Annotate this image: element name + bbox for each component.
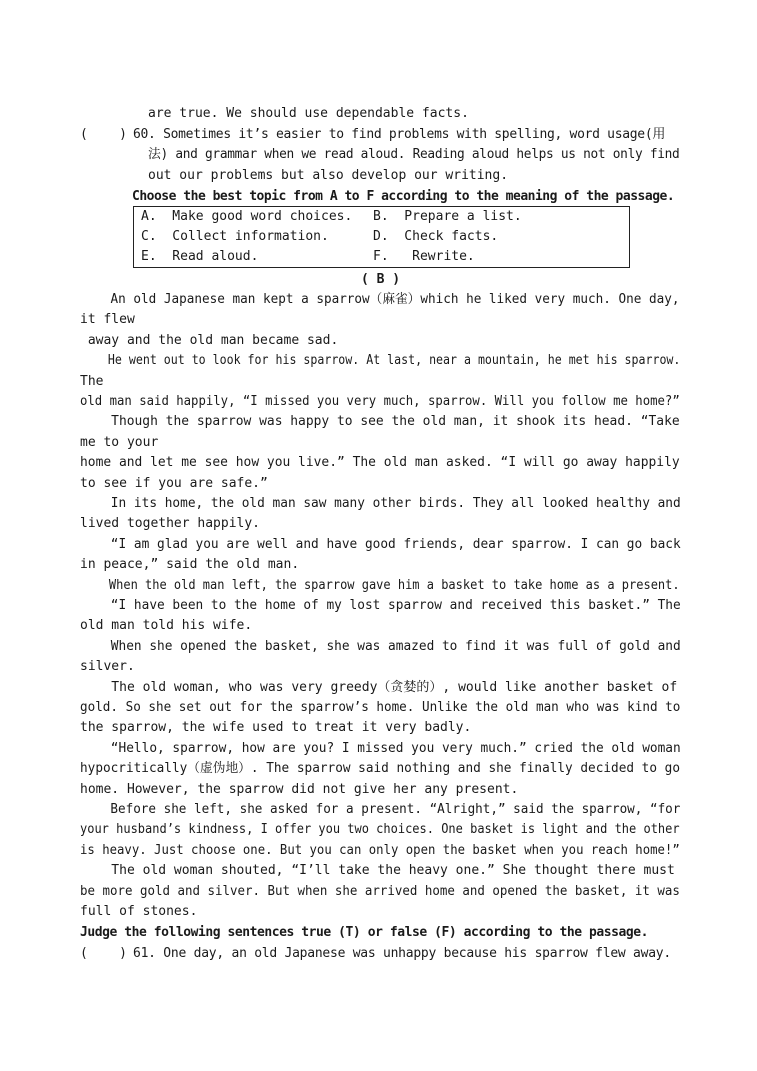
passage-line: In its home, the old man saw many other birds. They all looked healthy and [80,496,681,511]
passage-line: it flew [80,312,135,328]
topic-instruction: Choose the best topic from A to F according to the meaning of the passage. [132,189,675,204]
passage-line: is heavy. Just choose one. But you can only open the basket when you reach home!” [80,842,680,858]
option-e: E. Read aloud. [141,249,259,264]
passage-line: away and the old man became sad. [80,332,339,348]
passage-line: home and let me see how you live.” The old man asked. “I will go away happily [80,455,680,471]
options-row [134,247,630,268]
passage-line: gold. So she set out for the sparrow’s home. Unlike the old man who was kind to [80,700,681,715]
question-60-line-3: out our problems but also develop our writing. [148,168,509,183]
passage-line: silver. [80,659,135,675]
passage-line: “Hello, sparrow, how are you? I missed you very much.” cried the old woman [80,740,681,756]
passage-line: When she opened the basket, she was amazed to find it was full of gold and [80,638,681,654]
passage-line: your husband’s kindness, I offer you two choices. One basket is light and the other [80,822,680,838]
question-60-line-2: 法) and grammar when we read aloud. Reading aloud helps us not only find [148,147,680,162]
question-60-line-1: 60. Sometimes it’s easier to find problems with spelling, word usage(用 [133,127,666,142]
passage-line: Before she left, she asked for a present. “Alright,” said the sparrow, “for [80,802,681,817]
option-b: B. Prepare a list. [373,209,522,224]
option-f: F. Rewrite. [373,249,475,264]
passage-line: Though the sparrow was happy to see the old man, it shook its head. “Take [80,414,680,430]
passage-line: The [80,373,104,389]
passage-line: The old woman shouted, “I’ll take the heavy one.” She thought there must [80,863,675,879]
option-c: C. Collect information. [141,229,329,244]
passage-line: The old woman, who was very greedy（贪婪的）, would like another basket of [80,679,678,695]
passage-line: old man told his wife. [80,618,253,634]
passage-line: old man said happily, “I missed you very much, sparrow. Will you follow me home?” [80,394,680,409]
options-row [134,227,630,247]
passage-line: to see if you are safe.” [80,475,268,491]
option-a: A. Make good word choices. [141,209,353,224]
judge-instruction: Judge the following sentences true (T) or false (F) according to the passage. [80,925,649,940]
passage-line: home. However, the sparrow did not give her any present. [80,781,519,797]
passage-line: me to your [80,434,159,450]
passage-line: “I have been to the home of my lost sparrow and received this basket.” The [80,598,681,613]
options-row [134,207,630,228]
previous-question-tail: are true. We should use dependable facts. [148,106,469,121]
passage-line: lived together happily. [80,516,261,532]
passage-line: An old Japanese man kept a sparrow（麻雀）which he liked very much. One day, [80,292,680,307]
section-b-heading: ( B ) [361,272,401,287]
passage-line: full of stones. [80,904,198,919]
option-d: D. Check facts. [373,229,499,244]
answer-blank-61[interactable]: ( ) [80,946,127,961]
question-61-text: 61. One day, an old Japanese was unhappy because his sparrow flew away. [133,946,671,961]
passage-line: be more gold and silver. But when she arrived home and opened the basket, it was [80,883,680,899]
options-table [133,206,630,268]
passage-line: “I am glad you are well and have good friends, dear sparrow. I can go back [80,536,681,552]
answer-blank-60[interactable]: ( ) [80,127,127,142]
passage-line: He went out to look for his sparrow. At last, near a mountain, he met his sparrow. [80,353,681,369]
passage-line: in peace,” said the old man. [80,557,300,573]
passage-line: When the old man left, the sparrow gave him a basket to take home as a present. [80,577,680,593]
passage-line: the sparrow, the wife used to treat it very badly. [80,720,472,736]
passage-line: hypocritically（虚伪地）. The sparrow said nothing and she finally decided to go [80,761,681,777]
